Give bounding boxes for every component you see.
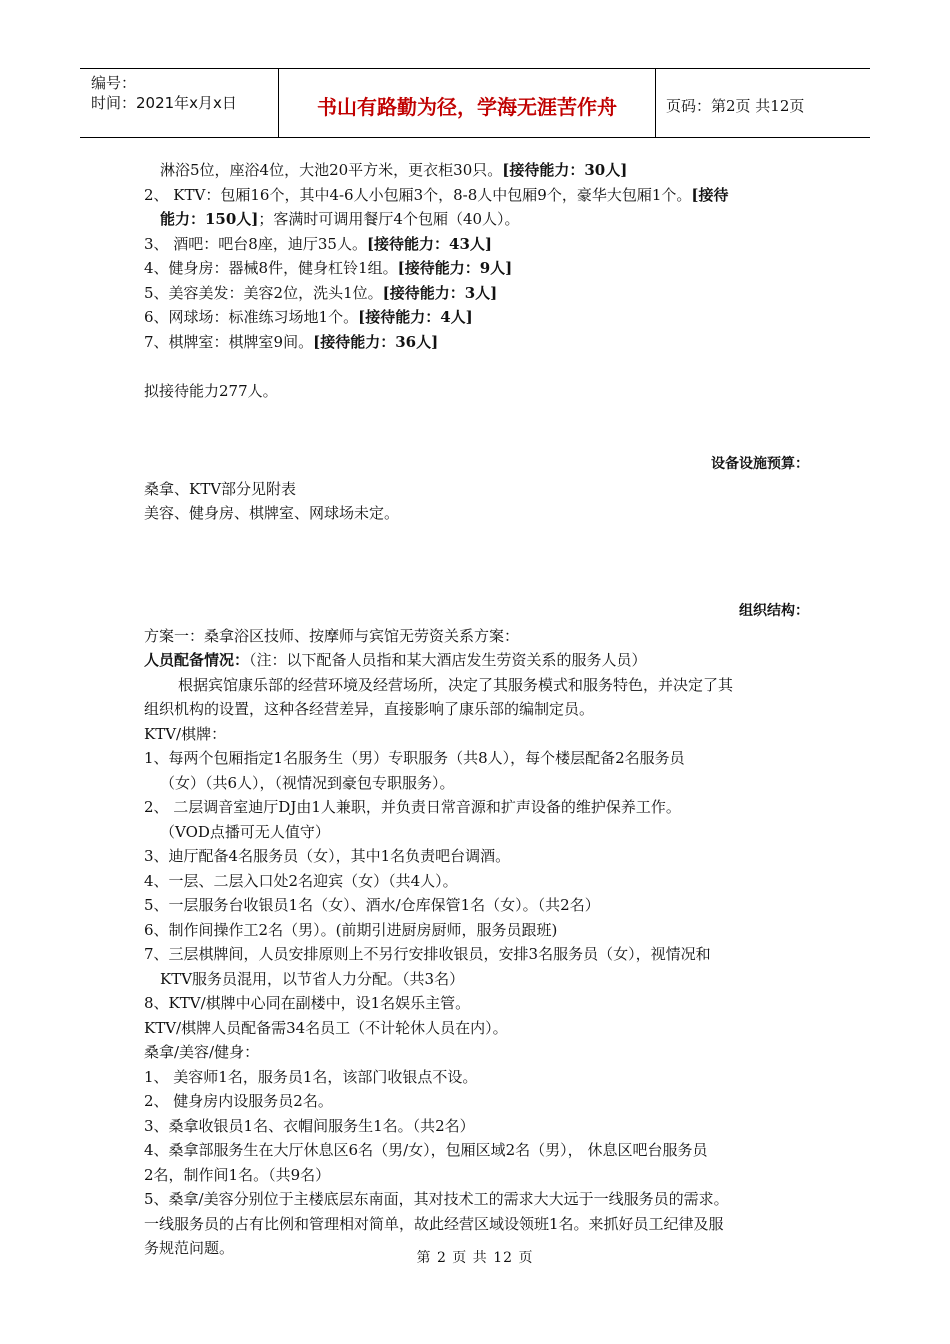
- line-sauna-heading: 桑拿/美容/健身：: [144, 1043, 260, 1061]
- line-chess: 7、棋牌室：棋牌室9间。[接待能力：36人]: [144, 332, 439, 351]
- number-label: 编号：: [91, 74, 137, 92]
- line-sauna-3: 3、桑拿收银员1名、衣帽间服务生1名。（共2名）: [144, 1116, 475, 1135]
- line-ktv-7-cont: KTV服务员混用，以节省人力分配。（共3名）: [160, 969, 465, 988]
- line-ktv-7: 7、三层棋牌间，人员安排原则上不另行安排收银员，安排3名服务员（女），视情况和: [144, 945, 711, 963]
- line-ktv-3: 3、迪厅配备4名服务员（女），其中1名负责吧台调酒。: [144, 847, 511, 865]
- line-sauna-5-cont: 一线服务员的占有比例和管理相对简单，故此经营区域设领班1名。来抓好员工纪律及服: [144, 1214, 724, 1233]
- header-motto-cell: [279, 69, 656, 137]
- line-sauna-5: 5、桑拿/美容分别位于主楼底层东南面，其对技术工的需求大大远于一线服务员的需求。: [144, 1190, 729, 1208]
- line-ktv-8: 8、KTV/棋牌中心同在副楼中，设1名娱乐主管。: [144, 994, 471, 1012]
- line-total-capacity: 拟接待能力277人。: [144, 381, 278, 400]
- line-ktv-1-cont: （女）（共6人），（视情况到豪包专职服务）。: [160, 773, 455, 792]
- header-page-cell: [656, 69, 870, 137]
- line-plan-one: 方案一：桑拿浴区技师、按摩师与宾馆无劳资关系方案：: [144, 626, 520, 645]
- line-beauty: 5、美容美发：美容2位，洗头1位。[接待能力：3人]: [144, 283, 498, 302]
- line-para-1: 根据宾馆康乐部的经营环境及经营场所，决定了其服务模式和服务特色，并决定了其: [178, 675, 734, 694]
- line-ktv-total: KTV/棋牌人员配备需34名员工（不计轮休人员在内）。: [144, 1018, 508, 1037]
- line-sauna-1: 1、 美容师1名，服务员1名，该部门收银点不设。: [144, 1067, 478, 1086]
- line-ktv-cont: 能力：150人]；客满时可调用餐厅4个包厢（40人）。: [160, 210, 520, 228]
- line-sauna-4: 4、桑拿部服务生在大厅休息区6名（男/女），包厢区域2名（男）， 休息区吧台服务员: [144, 1141, 708, 1159]
- line-ktv-1: 1、每两个包厢指定1名服务生（男）专职服务（共8人），每个楼层配备2名服务员: [144, 749, 685, 767]
- page-footer: 第 2 页 共 12 页: [416, 1250, 534, 1266]
- line-gym: 4、健身房：器械8件，健身杠铃1组。[接待能力：9人]: [144, 259, 513, 277]
- page-number-label: 页码：第2页 共12页: [666, 97, 805, 115]
- line-staffing-heading: 人员配备情况：（注：以下配备人员指和某大酒店发生劳资关系的服务人员）: [144, 651, 647, 669]
- line-budget-2: 美容、健身房、棋牌室、网球场未定。: [144, 504, 400, 522]
- line-ktv-heading: KTV/棋牌：: [144, 724, 227, 743]
- line-para-2: 组织机构的设置，这种各经营差异，直接影响了康乐部的编制定员。: [144, 700, 595, 718]
- line-sauna-4-cont: 2名，制作间1名。（共9名）: [144, 1165, 331, 1184]
- header-left-cell: [80, 69, 279, 137]
- line-ktv-5: 5、一层服务台收银员1名（女）、酒水/仓库保管1名（女）。（共2名）: [144, 896, 600, 914]
- line-bar: 3、 酒吧：吧台8座，迪厅35人。[接待能力：43人]: [144, 234, 493, 253]
- line-budget-1: 桑拿、KTV部分见附表: [144, 479, 297, 498]
- line-tennis: 6、网球场：标准练习场地1个。[接待能力：4人]: [144, 308, 473, 326]
- heading-org-structure: 组织结构：: [739, 603, 809, 619]
- heading-equipment-budget: 设备设施预算：: [711, 456, 809, 472]
- document-body: [144, 158, 809, 1261]
- page-header: [80, 68, 870, 138]
- line-ktv-4: 4、一层、二层入口处2名迎宾（女）（共4人）。: [144, 871, 458, 890]
- line-sauna-capacity: 淋浴5位，座浴4位，大池20平方米，更衣柜30只。[接待能力：30人]: [160, 161, 628, 179]
- motto-text: 书山有路勤为径，学海无涯苦作舟: [317, 95, 617, 119]
- line-ktv: 2、 KTV：包厢16个，其中4-6人小包厢3个，8-8人中包厢9个，豪华大包厢1个。[接待: [144, 185, 729, 204]
- line-ktv-2: 2、 二层调音室迪厅DJ由1人兼职，并负责日常音源和扩声设备的维护保养工作。: [144, 798, 681, 816]
- date-label: 时间：2021年x月x日: [91, 94, 237, 112]
- line-sauna-2: 2、 健身房内设服务员2名。: [144, 1092, 333, 1110]
- line-ktv-2-cont: （VOD点播可无人值守）: [160, 822, 330, 841]
- line-sauna-5-cont2: 务规范问题。: [144, 1239, 235, 1257]
- line-ktv-6: 6、制作间操作工2名（男）。(前期引进厨房厨师，服务员跟班): [144, 920, 558, 939]
